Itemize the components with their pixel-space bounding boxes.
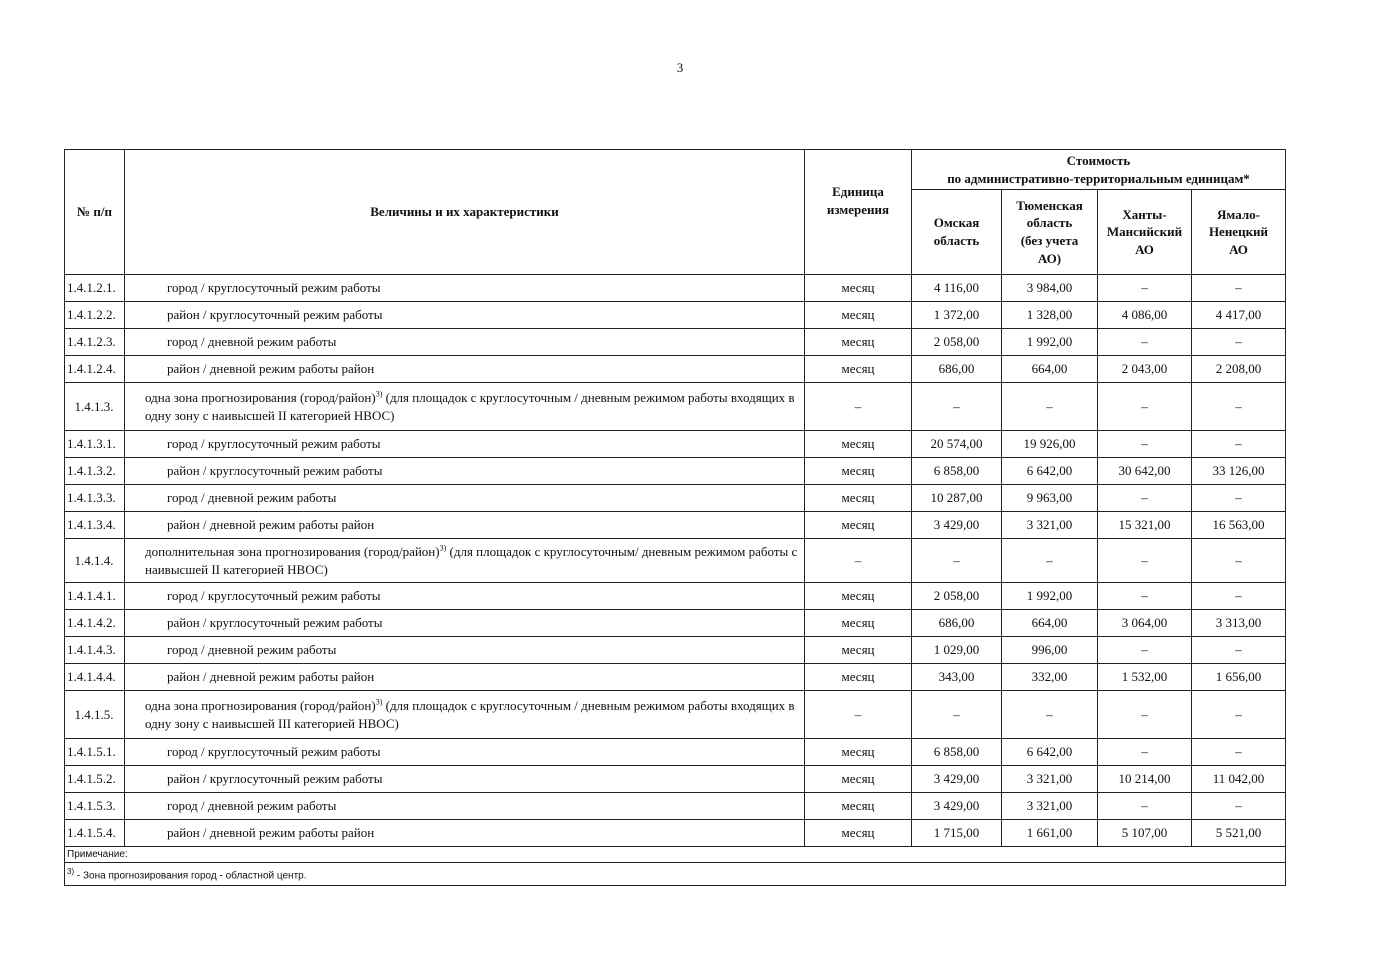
table-body [65, 275, 1286, 847]
value-khmao: – [1098, 583, 1192, 610]
value-tyumen: 664,00 [1002, 356, 1098, 383]
header-num: № п/п [65, 150, 125, 275]
row-name: район / дневной режим работы район [125, 664, 805, 691]
header-col-omsk-line2: область [933, 233, 980, 248]
table-row [65, 431, 1286, 458]
value-yanao: – [1192, 739, 1286, 766]
header-cost-line1: Стоимость [1066, 152, 1131, 168]
header-unit-line2: измерения [826, 202, 890, 217]
value-omsk: 10 287,00 [912, 485, 1002, 512]
row-number: 1.4.1.3.1. [65, 431, 125, 458]
header-col-khmao-line1: Ханты- [1122, 206, 1167, 222]
row-unit: месяц [805, 431, 912, 458]
value-tyumen: – [1002, 383, 1098, 431]
value-tyumen: 6 642,00 [1002, 739, 1098, 766]
value-yanao: 33 126,00 [1192, 458, 1286, 485]
note-body: - Зона прогнозирования город - областной центр. [74, 870, 307, 882]
table-row [65, 383, 1286, 431]
row-name: район / круглосуточный режим работы [125, 610, 805, 637]
value-yanao: – [1192, 637, 1286, 664]
row-name-rest: (для площадок с круглосуточным / дневным режимом работы входящих в одну зону с наивысшей III категорией НВОС) [145, 697, 795, 731]
value-yanao: 1 656,00 [1192, 664, 1286, 691]
value-khmao: 1 532,00 [1098, 664, 1192, 691]
row-unit: месяц [805, 512, 912, 539]
note-text-row [65, 863, 1286, 886]
header-col-tyumen-line2: область [1026, 215, 1073, 231]
row-number: 1.4.1.2.1. [65, 275, 125, 302]
row-unit: месяц [805, 356, 912, 383]
table-row [65, 485, 1286, 512]
row-name: район / круглосуточный режим работы [125, 458, 805, 485]
row-number: 1.4.1.2.2. [65, 302, 125, 329]
value-omsk: 6 858,00 [912, 739, 1002, 766]
note-text [65, 863, 1286, 886]
row-number: 1.4.1.4.2. [65, 610, 125, 637]
row-name-sup: 3) [375, 697, 383, 707]
value-tyumen: 1 992,00 [1002, 329, 1098, 356]
value-yanao: 2 208,00 [1192, 356, 1286, 383]
value-khmao: – [1098, 275, 1192, 302]
value-khmao: – [1098, 691, 1192, 739]
row-name: район / дневной режим работы район [125, 512, 805, 539]
value-omsk: 4 116,00 [912, 275, 1002, 302]
row-unit: месяц [805, 485, 912, 512]
row-number: 1.4.1.3.2. [65, 458, 125, 485]
value-tyumen: 1 328,00 [1002, 302, 1098, 329]
row-number: 1.4.1.5. [65, 691, 125, 739]
value-yanao: – [1192, 383, 1286, 431]
row-number: 1.4.1.5.1. [65, 739, 125, 766]
table-row [65, 766, 1286, 793]
value-omsk: 1 029,00 [912, 637, 1002, 664]
value-khmao: 2 043,00 [1098, 356, 1192, 383]
row-unit: месяц [805, 583, 912, 610]
value-khmao: – [1098, 539, 1192, 583]
row-unit: месяц [805, 275, 912, 302]
value-khmao: 4 086,00 [1098, 302, 1192, 329]
table-row [65, 583, 1286, 610]
header-unit-line1: Единица [832, 184, 884, 200]
value-tyumen: – [1002, 539, 1098, 583]
value-khmao: – [1098, 431, 1192, 458]
value-khmao: 30 642,00 [1098, 458, 1192, 485]
value-tyumen: 664,00 [1002, 610, 1098, 637]
value-yanao: 11 042,00 [1192, 766, 1286, 793]
row-name-sup: 3) [375, 389, 383, 399]
value-yanao: 3 313,00 [1192, 610, 1286, 637]
value-yanao: 16 563,00 [1192, 512, 1286, 539]
row-name: район / дневной режим работы район [125, 820, 805, 847]
value-tyumen: 1 661,00 [1002, 820, 1098, 847]
table-row [65, 820, 1286, 847]
row-unit: месяц [805, 302, 912, 329]
header-cost-line2: по административно-территориальным единицам* [947, 170, 1250, 186]
value-omsk: – [912, 539, 1002, 583]
table-row [65, 302, 1286, 329]
table-row [65, 739, 1286, 766]
row-name: город / круглосуточный режим работы [125, 275, 805, 302]
row-unit: месяц [805, 793, 912, 820]
row-name [125, 691, 805, 739]
value-omsk: 20 574,00 [912, 431, 1002, 458]
value-omsk: 2 058,00 [912, 329, 1002, 356]
table-row [65, 275, 1286, 302]
header-col-khmao [1098, 190, 1192, 275]
row-name-rest: (для площадок с круглосуточным / дневным режимом работы входящих в одну зону с наивысшей II категорией НВОС) [145, 389, 795, 423]
row-name: район / круглосуточный режим работы [125, 302, 805, 329]
price-table [64, 149, 1286, 886]
header-unit [805, 150, 912, 275]
row-number: 1.4.1.5.4. [65, 820, 125, 847]
value-omsk: 1 715,00 [912, 820, 1002, 847]
value-omsk: – [912, 383, 1002, 431]
value-tyumen: 1 992,00 [1002, 583, 1098, 610]
value-yanao: – [1192, 485, 1286, 512]
value-yanao: – [1192, 539, 1286, 583]
row-number: 1.4.1.4.3. [65, 637, 125, 664]
header-col-omsk [912, 190, 1002, 275]
note-title: Примечание: [65, 847, 1286, 863]
value-omsk: 3 429,00 [912, 512, 1002, 539]
row-unit: месяц [805, 766, 912, 793]
row-name-text: одна зона прогнозирования (город/район) [145, 697, 376, 713]
value-tyumen: 3 321,00 [1002, 793, 1098, 820]
page-number: 3 [676, 60, 684, 75]
note-title-row [65, 847, 1286, 863]
table-row [65, 793, 1286, 820]
row-unit: месяц [805, 820, 912, 847]
value-omsk: 1 372,00 [912, 302, 1002, 329]
row-name: город / дневной режим работы [125, 485, 805, 512]
value-khmao: 10 214,00 [1098, 766, 1192, 793]
row-unit: – [805, 539, 912, 583]
row-name-rest: (для площадок с круглосуточным/ дневным режимом работы с наивысшей II категорией НВОС) [145, 543, 798, 577]
value-tyumen: 19 926,00 [1002, 431, 1098, 458]
row-name: город / дневной режим работы [125, 637, 805, 664]
row-name: город / круглосуточный режим работы [125, 739, 805, 766]
table-row [65, 512, 1286, 539]
header-name: Величины и их характеристики [125, 150, 805, 275]
value-khmao: – [1098, 383, 1192, 431]
price-table-container [64, 149, 1285, 886]
value-tyumen: 996,00 [1002, 637, 1098, 664]
value-tyumen: 3 321,00 [1002, 512, 1098, 539]
table-row [65, 356, 1286, 383]
row-name [125, 539, 805, 583]
value-khmao: – [1098, 793, 1192, 820]
row-number: 1.4.1.2.3. [65, 329, 125, 356]
row-name: город / круглосуточный режим работы [125, 431, 805, 458]
row-name: город / круглосуточный режим работы [125, 583, 805, 610]
header-col-khmao-line3: АО [1135, 241, 1154, 257]
header-col-tyumen-line1: Тюменская [1016, 197, 1083, 213]
value-omsk: 3 429,00 [912, 793, 1002, 820]
header-col-tyumen-line4: АО) [1037, 250, 1062, 266]
row-unit: месяц [805, 664, 912, 691]
header-col-yanao [1192, 190, 1286, 275]
row-number: 1.4.1.4. [65, 539, 125, 583]
table-row [65, 539, 1286, 583]
table-row [65, 664, 1286, 691]
row-number: 1.4.1.4.4. [65, 664, 125, 691]
row-name: город / дневной режим работы [125, 793, 805, 820]
value-omsk: 2 058,00 [912, 583, 1002, 610]
value-omsk: – [912, 691, 1002, 739]
row-number: 1.4.1.5.2. [65, 766, 125, 793]
value-tyumen: 9 963,00 [1002, 485, 1098, 512]
value-tyumen: 332,00 [1002, 664, 1098, 691]
value-omsk: 686,00 [912, 356, 1002, 383]
row-number: 1.4.1.3.4. [65, 512, 125, 539]
row-number: 1.4.1.2.4. [65, 356, 125, 383]
table-row [65, 637, 1286, 664]
value-yanao: – [1192, 583, 1286, 610]
header-col-yanao-line2: Ненецкий [1208, 224, 1269, 240]
value-khmao: – [1098, 329, 1192, 356]
value-khmao: – [1098, 485, 1192, 512]
value-yanao: – [1192, 431, 1286, 458]
value-yanao: – [1192, 793, 1286, 820]
value-tyumen: 3 321,00 [1002, 766, 1098, 793]
value-tyumen: 3 984,00 [1002, 275, 1098, 302]
header-col-yanao-line3: АО [1229, 241, 1248, 257]
row-unit: – [805, 383, 912, 431]
value-omsk: 3 429,00 [912, 766, 1002, 793]
row-unit: месяц [805, 610, 912, 637]
row-name [125, 383, 805, 431]
header-col-omsk-line1: Омская [933, 215, 980, 231]
value-yanao: 4 417,00 [1192, 302, 1286, 329]
value-omsk: 686,00 [912, 610, 1002, 637]
table-row [65, 458, 1286, 485]
value-yanao: – [1192, 329, 1286, 356]
header-col-yanao-line1: Ямало- [1217, 206, 1260, 222]
value-khmao: 15 321,00 [1098, 512, 1192, 539]
row-name-sup: 3) [439, 543, 447, 553]
header-col-tyumen-line3: (без учета [1020, 233, 1079, 248]
value-khmao: 5 107,00 [1098, 820, 1192, 847]
table-row [65, 610, 1286, 637]
header-col-khmao-line2: Мансийский [1106, 224, 1183, 240]
row-name-text: одна зона прогнозирования (город/район) [145, 389, 376, 405]
value-tyumen: 6 642,00 [1002, 458, 1098, 485]
note-sup: 3) [67, 866, 75, 876]
value-yanao: – [1192, 275, 1286, 302]
value-omsk: 6 858,00 [912, 458, 1002, 485]
row-unit: месяц [805, 458, 912, 485]
header-row-1 [65, 150, 1286, 190]
row-unit: месяц [805, 329, 912, 356]
row-number: 1.4.1.3. [65, 383, 125, 431]
value-khmao: 3 064,00 [1098, 610, 1192, 637]
table-row [65, 691, 1286, 739]
row-number: 1.4.1.5.3. [65, 793, 125, 820]
header-col-tyumen [1002, 190, 1098, 275]
row-unit: месяц [805, 637, 912, 664]
row-number: 1.4.1.3.3. [65, 485, 125, 512]
value-tyumen: – [1002, 691, 1098, 739]
value-yanao: – [1192, 691, 1286, 739]
table-row [65, 329, 1286, 356]
row-name: район / дневной режим работы район [125, 356, 805, 383]
value-yanao: 5 521,00 [1192, 820, 1286, 847]
row-unit: месяц [805, 739, 912, 766]
row-name: район / круглосуточный режим работы [125, 766, 805, 793]
value-khmao: – [1098, 739, 1192, 766]
row-name-text: дополнительная зона прогнозирования (город/район) [145, 543, 440, 559]
row-number: 1.4.1.4.1. [65, 583, 125, 610]
header-cost [912, 150, 1286, 190]
row-name: город / дневной режим работы [125, 329, 805, 356]
row-unit: – [805, 691, 912, 739]
value-khmao: – [1098, 637, 1192, 664]
value-omsk: 343,00 [912, 664, 1002, 691]
